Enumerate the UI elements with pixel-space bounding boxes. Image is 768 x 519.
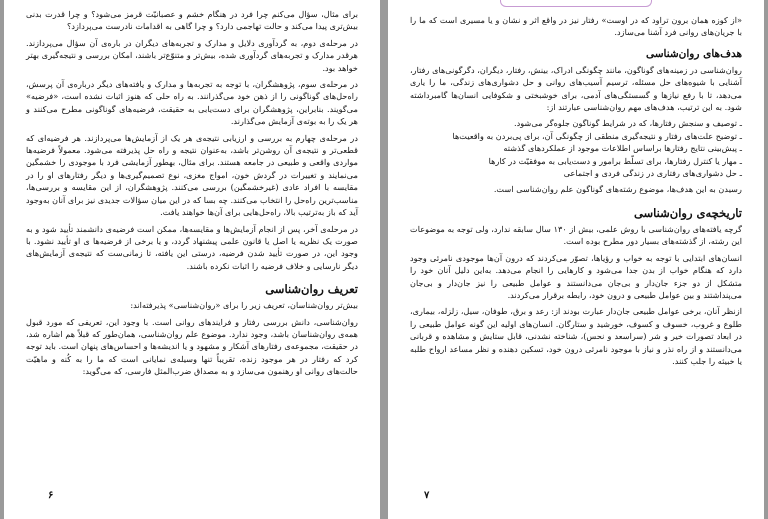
section-heading: تعریف روان‌شناسی (265, 282, 358, 297)
paragraph: رسیدن به این هدف‌ها، موضوع رشته‌های گوناگون علم روان‌شناسی است. (493, 184, 742, 195)
right-page (388, 0, 764, 519)
goals-list (410, 117, 742, 179)
paragraph: در مرحله‌ی آخر، پس از انجام آزمایش‌ها و مقایسه‌ها، ممکن است فرضیه‌ی دانشمند تأیید شود و به صورت یک نظریه یا اصل یا قانون علمی پیشنهاد گردد، و یا برخی از فرضیه‌ها ی او تأیید نشود. با وجود این، در صورت تأیید شدن فرضیه، درستی این یافته، تا زمانی‌ست که نتیجه‌ی آزمایش‌های دیگر نارسایی و خلاف فرضیه را اثبات نکرده باشند. (26, 223, 358, 271)
section-heading: هدف‌های روان‌شناسی (645, 47, 742, 60)
page-number: ۷ (424, 490, 430, 501)
paragraph: روان‌شناسی، دانش بررسی رفتار و فرایندهای روانی است. با وجود این، تعریفی که مورد قبول همه‌ی روان‌شناسان باشد، وجود ندارد. موضوع علم روان‌شناسی، همان‌طور که قبلاً هم اشاره شد، در حقیقت، مجموعه‌ی رفتارهای آشکار و مشهود و یا اندیشه‌ها و احساس‌های پنهان است. باید توجه کرد که رفتار در هر موجود زنده، تقریباً تنها وسیله‌ی نمایانی است که ما را به کُنه و ماهیّت حالت‌های روانی او رهنمون می‌سازد و به مصداق ضرب‌المثل فارسی، که می‌گوید: (26, 316, 358, 377)
list-item: ـ پیش‌بینی نتایج رفتارها براساس اطلاعات موجود از عملکردهای گذشته (503, 143, 742, 154)
paragraph: روان‌شناسی در زمینه‌های گوناگون، مانند چگونگی ادراک، بینش، رفتار، دیگران، دگرگونی‌های رفتار، آشنایی با شیوه‌های حل مسئله، ترسیم آسیب‌های روانی و حل دشواری‌های زندگی، ما را یاری می‌دهد، تا با رفع نیازها و گسستگی‌های آدمی، برای خوشبختی و شکوفایی انسان‌ها گامبرداشته شود. به این ترتیب، هدف‌های مهم روان‌شناسی عبارتند از: (410, 64, 742, 113)
paragraph: برای مثال، سؤال می‌کنم چرا فرد در هنگام خشم و عصبانیّت قرمز می‌شود؟ و چرا قدرت بدنی بیش‌تری پیدا می‌کند و حالت تهاجمی دارد؟ و چرا گاهی به اقدامات نادرست می‌پردازد؟ (26, 9, 358, 32)
paragraph: «از کوزه همان برون تراود که در اوست» رفتار نیز در واقع اثر و نشان و یا مسیری است که ما را با جریان‌های روانی فرد آشنا می‌سازد. (410, 15, 742, 38)
paragraph: در مرحله‌ی چهارم به بررسی و ارزیابی نتیجه‌ی هر یک از آزمایش‌ها می‌پردازند. هر فرضیه‌ای که قطعی‌تر و نتیجه‌ی آن روشن‌تر باشد، به‌عنوان نتیجه و راه حل پذیرفته می‌شود. معمولاً فرضیه‌ها مواردی واقعی و طبیعی در جامعه هستند. برای مثال، بهطور آزمایشی فرد با موجودی را خشمگین می‌نمایند و تغییرات در گردش خون، امواج مغزی، نوع تصمیم‌گیری‌ها و دیگر رفتارهای او را در مقایسه با افراد عادی (غیرخشمگین) بررسی می‌کنند. پژوهشگران، از این مقایسه و بررسی‌ها، مناسب‌ترین راه‌حل را انتخاب می‌کنند. چه بسا که در این میان سؤالات جدیدی نیز برای آنان به‌وجود آید که باز به‌ترتیب بالا، راه‌حل‌هایی برای آن‌ها خواهند یافت. (26, 132, 358, 218)
list-item: ـ مهار یا کنترل رفتارها، برای تسلّط برامور و دست‌یابی به موفقیّت در کارها (488, 155, 742, 166)
left-page (4, 0, 380, 519)
page-number: ۶ (48, 490, 54, 501)
section-heading: تاریخچه‌ی روان‌شناسی (633, 205, 742, 220)
header-ornament (500, 0, 652, 7)
book-gutter (380, 0, 388, 519)
paragraph: در مرحله‌ی دوم، به گردآوری دلایل و مدارک و تجربه‌های دیگران در باره‌ی آن سؤال می‌پردازند. هرقدر مدارک و تجربه‌های گردآوری شده، بیش‌تر و متنوّع‌تر باشند، امکان بررسی و نتیجه‌گیری بهتر خواهد بود. (26, 37, 358, 73)
paragraph: گرچه یافته‌های روان‌شناسی با روش علمی، بیش از ۱۳۰ سال سابقه ندارد، ولی توجه به موضوعات این رشته، از گذشته‌های بسیار دور مطرح بوده است. (410, 223, 742, 247)
paragraph: انسان‌های ابتدایی با توجه به خواب و رؤیاها، تصوّر می‌کردند که درون آن‌ها موجودی نامرئی وجود دارد که هنگام خواب از بدن جدا می‌شود و کارهایی را انجام می‌دهد. به‌این دلیل آنان خود را متشکل از دو جزء جان‌دار و بی‌جان می‌دانستند و عوامل طبیعی را نیز جان‌دار و بی‌جان می‌پنداشتند و بین عوامل طبیعی و درون خود، رابطه برقرار می‌کردند. (410, 252, 742, 300)
list-item: ـ توصیف و سنجش رفتارها، که در شرایط گوناگون جلوه‌گر می‌شود. (514, 118, 742, 129)
paragraph: در مرحله‌ی سوم، پژوهشگران، با توجه به تجربه‌ها و مدارک و یافته‌های دیگر درباره‌ی آن پرسش، راه‌حل‌های گوناگونی را از ذهن خود می‌گذرانند. به راه حلی که هنوز اثبات نشده است، «فرضیه» می‌گویند. بنابراین، پژوهشگران برای دست‌یابی به حقیقت، فرضیه‌های گوناگونی مطرح می‌کنند و هر یک را به بوته‌ی آزمایش می‌گذارند. (26, 79, 358, 127)
paragraph: ازنظر آنان، برخی عوامل طبیعی جان‌دار عبارت بودند از: رعد و برق، طوفان، سیل، زلزله، بیماری، طلوع و غروب، خسوف و کسوف، خورشید و ستارگان. انسان‌های اولیه این گونه عوامل طبیعی را در ابعاد تصورات خیر و شر (سراسعد و نحس)، شناخته نشدنی، قابل ستایش و مشاهده و قربانی می‌دانستند و از راه نذر و نیاز با موجود نامرئی درون خود، تسکین دهنده و نظر مساعد ارواح طلبه یا خبیثه را جلب کنند. (410, 306, 742, 366)
list-item: ـ توضیح علت‌های رفتار و نتیجه‌گیری منطقی از چگونگی آن، برای پی‌بردن به واقعیت‌ها (452, 130, 742, 141)
paragraph: بیش‌تر روان‌شناسان، تعریف زیر را برای «روان‌شناسی» پذیرفته‌اند: (130, 300, 358, 311)
list-item: ـ حل دشواری‌های رفتاری در زندگی فردی و اجتماعی (563, 168, 742, 179)
